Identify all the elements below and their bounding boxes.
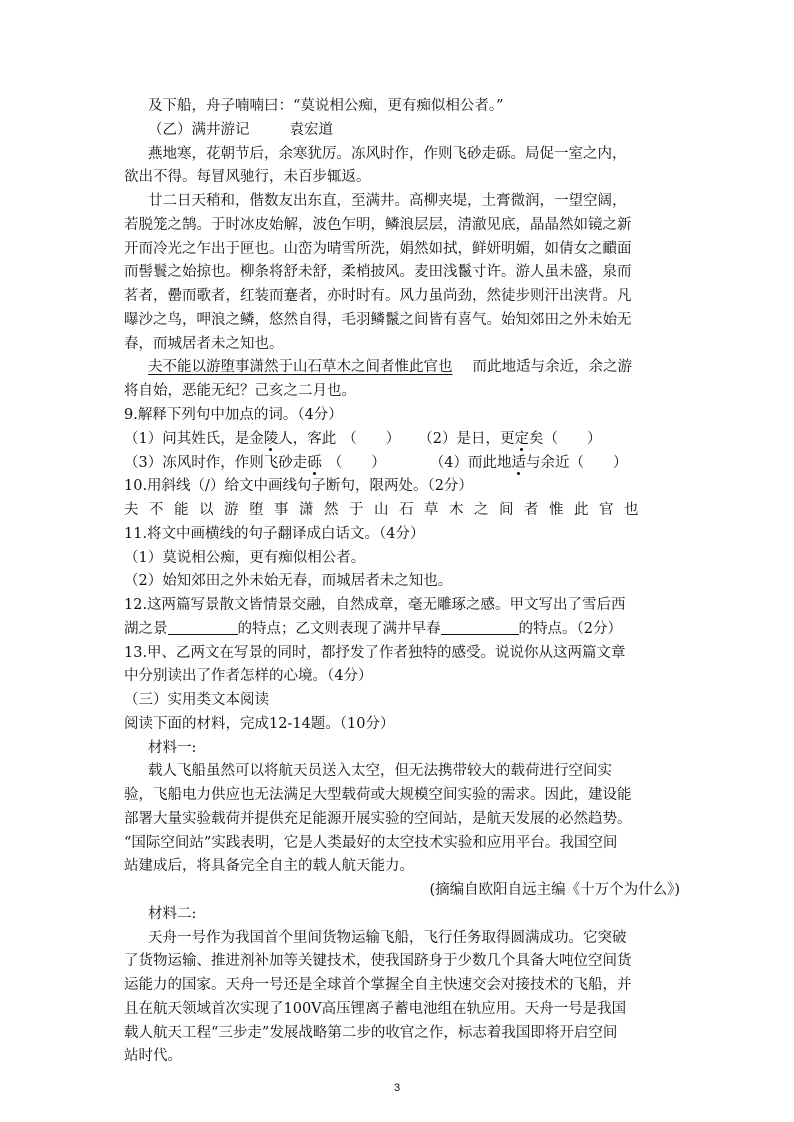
question-12-cont: 湖之景 的特点；乙文则表现了满井早春 的特点。（2分） <box>124 621 622 637</box>
question-9-items-b: （3）冻风时作，作则飞砂走砾 （ ） （4）而此地适与余近（ ） <box>124 455 628 471</box>
text-line: 曝沙之鸟，呷浪之鳞，悠然自得，毛羽鳞鬣之间皆有喜气。始知郊田之外未始无 <box>124 312 632 328</box>
text-line: “国际空间站”实践表明，它是人类最好的太空技术实验和应用平台。我国空间 <box>124 835 618 851</box>
dotted-word: 陵 <box>263 431 279 447</box>
dotted-word: 定 <box>514 431 529 447</box>
section-heading-yi <box>148 121 680 139</box>
question-9: 9.解释下列句中加点的词。（4分） <box>124 407 343 423</box>
answer-blank[interactable] <box>168 620 238 635</box>
answer-paren[interactable]: （ ） <box>569 455 628 471</box>
question-11-item-2: （2）始知郊田之外未始无春，而城居者未之知也。 <box>124 573 453 589</box>
text-line: 将自始，恶能无纪？己亥之二月也。 <box>124 383 356 399</box>
answer-blank[interactable] <box>441 620 519 635</box>
text-line: 及下船，舟子喃喃曰：“莫说相公痴，更有痴似相公者。” <box>148 98 504 114</box>
text-line: 了货物运输、推进剂补加等关键技术，使我国跻身于少数几个具备大吨位空间货 <box>124 953 632 969</box>
text-line: 站时代。 <box>124 1048 182 1064</box>
underlined-sentence: 夫不能以游堕事潇然于山石草木之间者惟此官也 <box>148 359 453 375</box>
passage-author: 袁宏道 <box>289 122 333 138</box>
text-line: 且在航天领域首次实现了100V高压锂离子蓄电池组在轨应用。天舟一号是我国 <box>124 1001 627 1017</box>
material-1-source: (摘编自欧阳自远主编《十万个为什么》) <box>429 882 680 898</box>
question-13: 13.甲、乙两文在写景的同时，都抒发了作者独特的感受。说说你从这两篇文章 <box>124 645 626 661</box>
text-line: 春，而城居者未之知也。 <box>124 336 284 352</box>
text-line: 载人飞船虽然可以将航天员送入太空，但无法携带较大的载荷进行空间实 <box>148 763 612 779</box>
answer-paren[interactable]: （ ） <box>342 431 401 447</box>
text-line: 廿二日天稍和，偕数友出东直，至满井。高柳夹堤，土膏微润，一望空阔， <box>148 193 627 209</box>
text-line: 载人航天工程“三步走”发展战略第二步的收官之作，标志着我国即将开启空间 <box>124 1025 618 1041</box>
question-12: 12.这两篇写景散文皆情景交融，自然成章，毫无雕琢之感。甲文写出了雪后西 <box>124 597 626 613</box>
text-line: 验，飞船电力供应也无法满足大型载荷或大规模空间实验的需求。因此，建设能 <box>124 787 632 803</box>
text-line: 部署大量实验载荷并提供充足能源开展实验的空间站，是航天发展的必然趋势。 <box>124 811 632 827</box>
text-line: 茗者，罍而歌者，红装而蹇者，亦时时有。风力虽尚劲，然徒步则汗出浃背。凡 <box>124 288 632 304</box>
question-9-items-a: （1）问其姓氏，是金陵人，客此 （ ） （2）是日，更定矣（ ） <box>124 431 602 447</box>
text-line: 而髻鬟之始掠也。柳条将舒未舒，柔梢披风。麦田浅鬣寸许。游人虽未盛，泉而 <box>124 264 632 280</box>
answer-paren[interactable]: （ ） <box>327 455 386 471</box>
text-line: 天舟一号作为我国首个里间货物运输飞船，飞行任务取得圆满成功。它突破 <box>148 930 627 946</box>
text-line: 燕地寒，花朝节后，余寒犹厉。冻风时作，作则飞砂走砾。局促一室之内， <box>148 146 627 162</box>
passage-title: （乙）满井游记 <box>148 122 250 138</box>
question-13-cont: 中分别读出了作者怎样的心境。（4分） <box>124 668 373 684</box>
text-line: 若脱笼之鹄。于时冰皮始解，波色乍明，鳞浪层层，清澈见底，晶晶然如镜之新 <box>124 217 632 233</box>
dotted-word: 适 <box>511 455 526 471</box>
question-11-item-1: （1）莫说相公痴，更有痴似相公者。 <box>124 550 366 566</box>
text-line: 开而冷光之乍出于匣也。山峦为晴雪所洗，娟然如拭，鲜妍明媚，如倩女之靧面 <box>124 241 632 257</box>
text-line: 夫不能以游堕事潇然于山石草木之间者惟此官也 而此地适与余近，余之游 <box>148 359 632 375</box>
text-line: 站建成后，将具备完全自主的载人航天能力。 <box>124 858 414 874</box>
text-line: 运能力的国家。天舟一号还是全球首个掌握全自主快速交会对接技术的飞船，并 <box>124 977 632 993</box>
material-2-title: 材料二: <box>148 906 197 922</box>
question-10-sentence: 夫不能以游堕事潇然于山石草木之间者惟此官也 <box>124 502 649 518</box>
text-line: 欲出不得。每冒风驰行，未百步辄返。 <box>124 169 371 185</box>
question-10: 10.用斜线（/）给文中画线句子断句，限两处。（2分） <box>124 478 473 494</box>
question-11: 11.将文中画横线的句子翻译成白话文。（4分） <box>124 526 425 542</box>
section-intro: 阅读下面的材料，完成12-14题。（10分） <box>124 716 395 732</box>
material-1-title: 材料一: <box>148 740 197 756</box>
page-number: 3 <box>393 1082 401 1094</box>
section-heading-3: （三）实用类文本阅读 <box>124 692 269 708</box>
answer-paren[interactable]: （ ） <box>543 431 602 447</box>
dotted-word: 砾 <box>307 455 322 471</box>
